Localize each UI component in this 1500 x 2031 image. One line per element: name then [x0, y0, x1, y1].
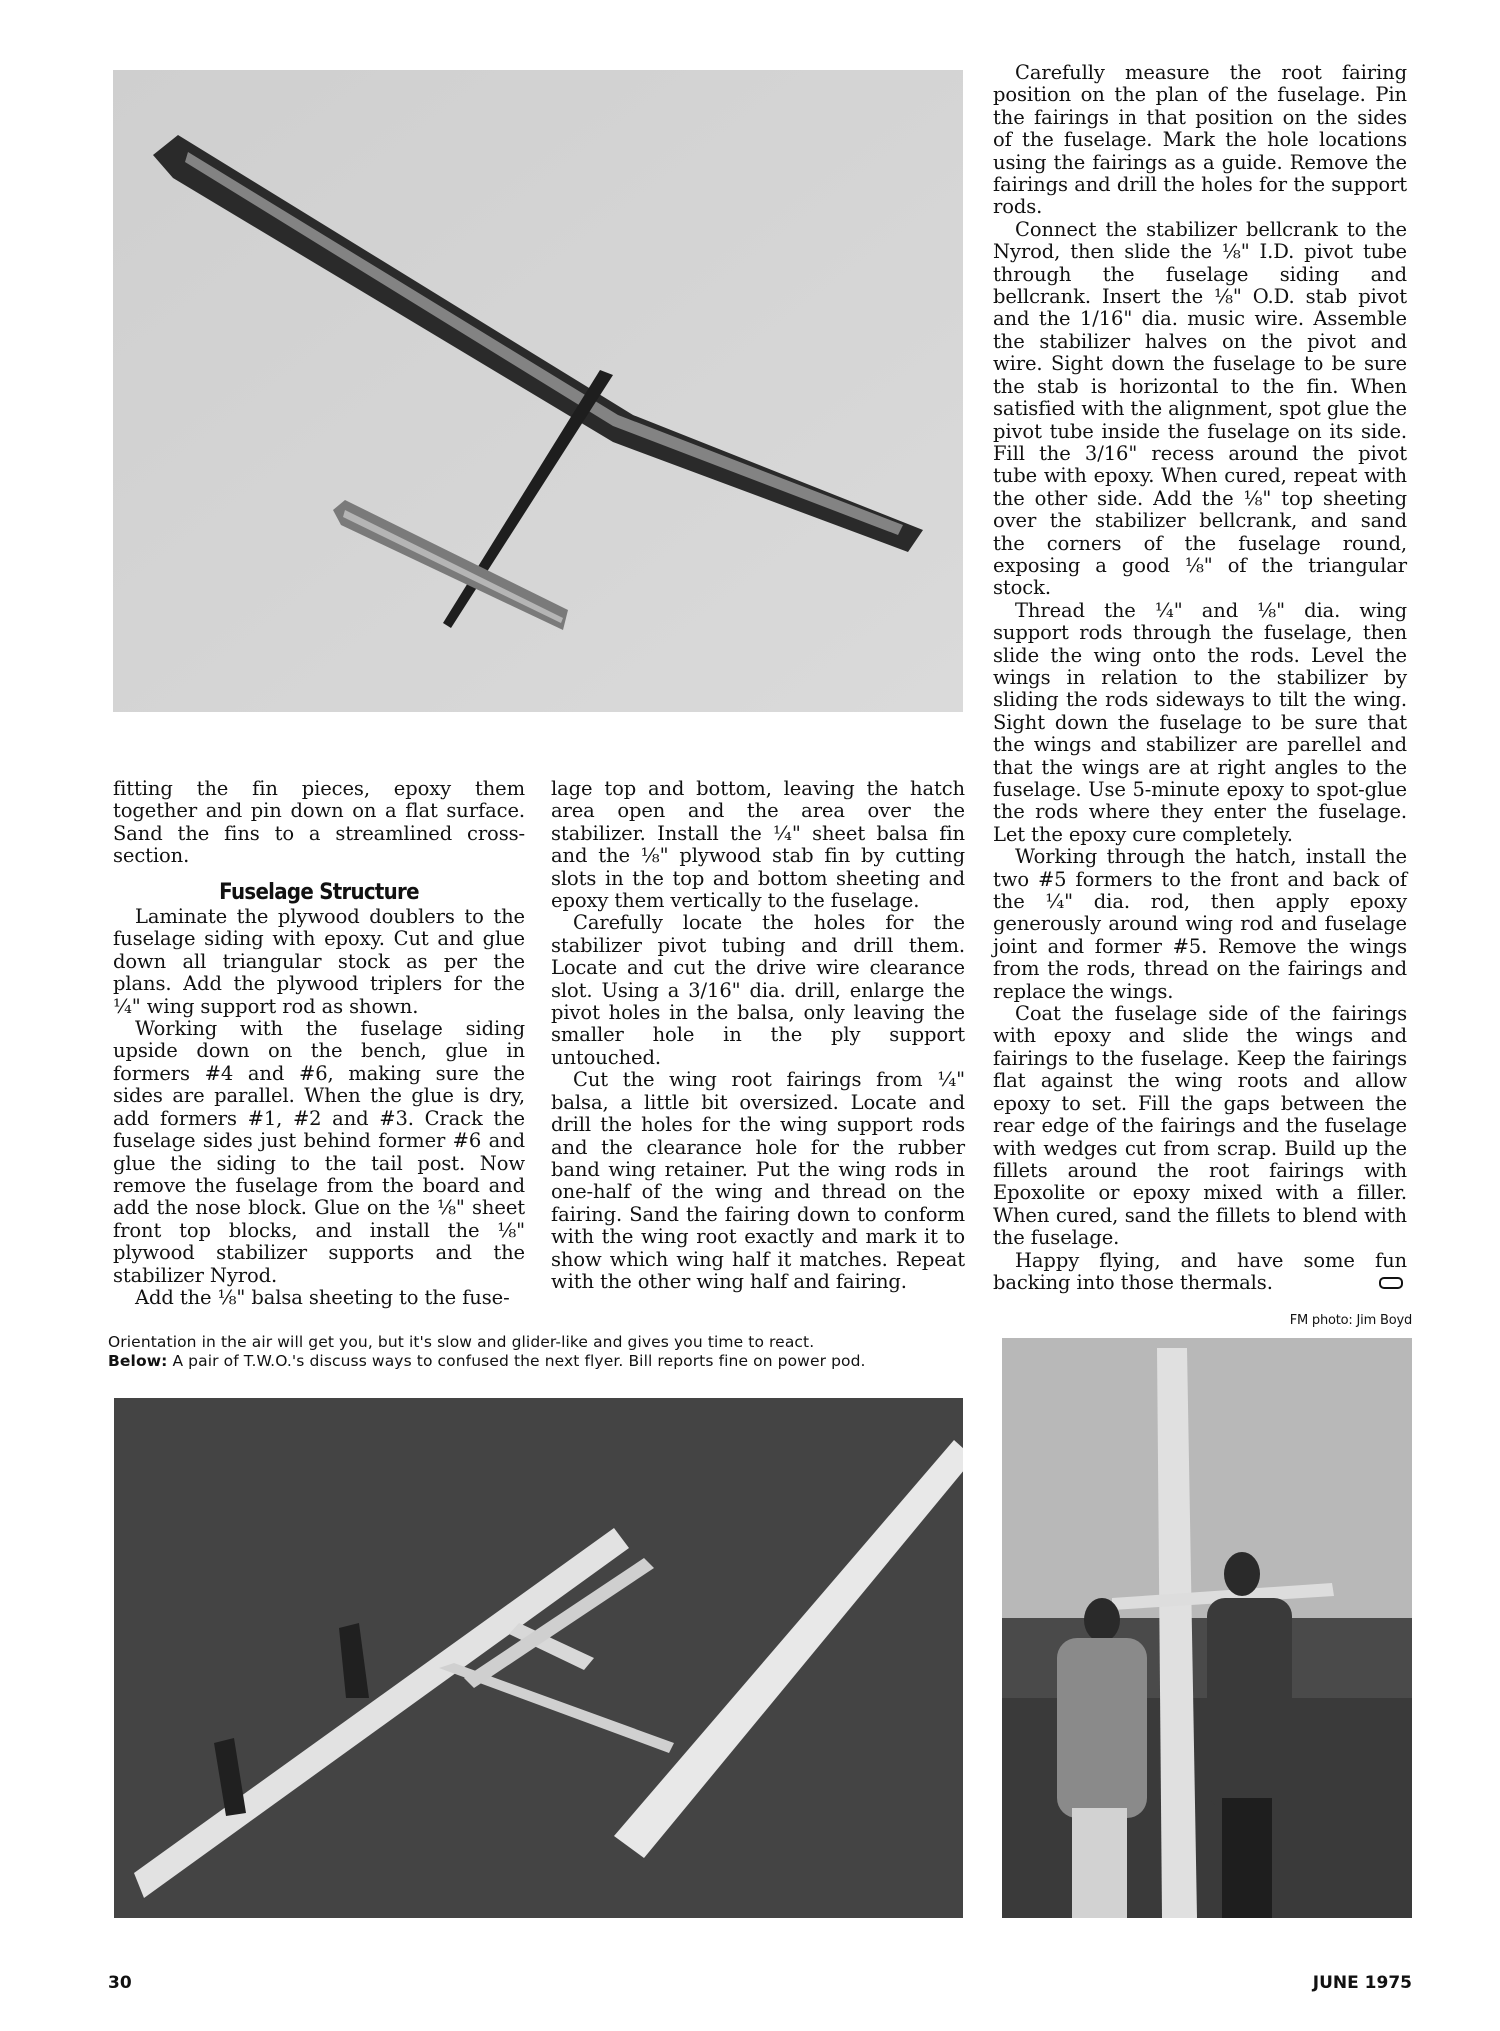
photo-caption: [108, 1333, 968, 1371]
paragraph: [993, 1250, 1407, 1295]
caption-text: A pair of T.W.O.'s discuss ways to confused the next flyer. Bill reports fine on power pod.: [172, 1352, 866, 1370]
paragraph: Add the ⅛" balsa sheeting to the fuse-: [135, 1285, 510, 1309]
column-3: [993, 62, 1407, 1294]
caption-line-2: [108, 1352, 968, 1371]
paragraph: Carefully measure the root fairing position on the plan of the fuselage. Pin the fairings in that position on the sides of the fuselage. Mark the hole locations using the fairings as a guide. Remove the fairings and drill the holes for the support rods.: [993, 61, 1407, 219]
paragraph: Laminate the plywood doublers to the fuselage siding with epoxy. Cut and glue down all triangular stock as per the plans. Add the plywood triplers for the ¼" wing support rod as shown.: [113, 905, 525, 1018]
end-mark-icon: [1379, 1277, 1403, 1289]
photo-glider-in-flight: [113, 70, 963, 712]
paragraph: Working through the hatch, install the two #5 formers to the front and back of the ¼" dia. rod, then apply epoxy generously around wing rod and fuselage joint and former #5. Remove the wings from the rods, thread on the fairings and replace the wings.: [993, 845, 1407, 1003]
paragraph: Connect the stabilizer bellcrank to the Nyrod, then slide the ⅛" I.D. pivot tube through the fuselage siding and bellcrank. Insert the ⅛" O.D. stab pivot and the 1/16" dia. music wire. Assemble the stabilizer halves on the pivot and wire. Sight down the fuselage to be sure the stab is horizontal to the fin. When satisfied with the alignment, spot glue the pivot tube inside the fuselage on its side. Fill the 3/16" recess around the pivot tube with epoxy. When cured, repeat with the other side. Add the ⅛" top sheeting over the stabilizer bellcrank, and sand the corners of the fuselage round, exposing a good ⅛" of the triangular stock.: [993, 217, 1407, 600]
paragraph: Carefully locate the holes for the stabilizer pivot tubing and drill them. Locate and cut the drive wire clearance slot. Using a 3/16" dia. drill, enlarge the pivot holes in the balsa, only leaving the smaller hole in the ply support untouched.: [551, 911, 965, 1069]
photo-gliders-on-grass: [114, 1398, 963, 1918]
caption-line-1: Orientation in the air will get you, but it's slow and glider-like and gives you time to react.: [108, 1333, 815, 1351]
closing-text: Happy flying, and have some fun backing into those thermals.: [993, 1248, 1407, 1294]
issue-date: JUNE 1975: [1312, 1973, 1412, 1993]
paragraph: Cut the wing root fairings from ¼" balsa, a little bit oversized. Locate and drill the holes for the wing support rods and the clearance hole for the rubber band wing retainer. Put the wing rods in one-half of the wing and thread on the fairing. Sand the fairing down to conform with the wing root exactly and mark it to show which wing half it matches. Repeat with the other wing half and fairing.: [551, 1068, 965, 1293]
paragraph: Working with the fuselage siding upside down on the bench, glue in formers #4 and #6, making sure the sides are parallel. When the glue is dry, add formers #1, #2 and #3. Crack the fuselage sides just behind former #6 and glue the siding to the tail post. Now remove the fuselage from the board and add the nose block. Glue on the ⅛" sheet front top blocks, and install the ⅛" plywood stabilizer supports and the stabilizer Nyrod.: [113, 1017, 525, 1287]
paragraph: lage top and bottom, leaving the hatch area open and the area over the stabilizer. Install the ¼" sheet balsa fin and the ⅛" plywood stab fin by cutting slots in the top and bottom sheeting and epoxy them vertically to the fuselage.: [551, 777, 965, 913]
paragraph: Thread the ¼" and ⅛" dia. wing support rods through the fuselage, then slide the wing onto the rods. Level the wings in relation to the stabilizer by sliding the rods sideways to tilt the wing. Sight down the fuselage to be sure that the wings and stabilizer are parellel and that the wings are at right angles to the fuselage. Use 5-minute epoxy to spot-glue the rods where they enter the fuselage. Let the epoxy cure completely.: [993, 598, 1407, 846]
photo-credit: FM photo: Jim Boyd: [1289, 1313, 1412, 1328]
column-1: [113, 778, 525, 1309]
section-heading: Fuselage Structure: [219, 879, 419, 905]
column-2: [551, 778, 965, 1293]
photo-people-with-glider: [1002, 1338, 1412, 1918]
paragraph: fitting the fin pieces, epoxy them together and pin down on a flat surface. Sand the fins to a streamlined cross-section.: [113, 777, 525, 868]
paragraph: Coat the fuselage side of the fairings with epoxy and slide the wings and fairings to the fuselage. Keep the fairings flat against the wing roots and allow epoxy to set. Fill the gaps between the rear edge of the fairings and the fuselage with wedges cut from scrap. Build up the fillets around the root fairings with Epoxolite or epoxy mixed with a filler. When cured, sand the fillets to blend with the fuselage.: [993, 1002, 1407, 1250]
page-number: 30: [108, 1973, 132, 1993]
caption-below-label: Below:: [108, 1352, 168, 1370]
